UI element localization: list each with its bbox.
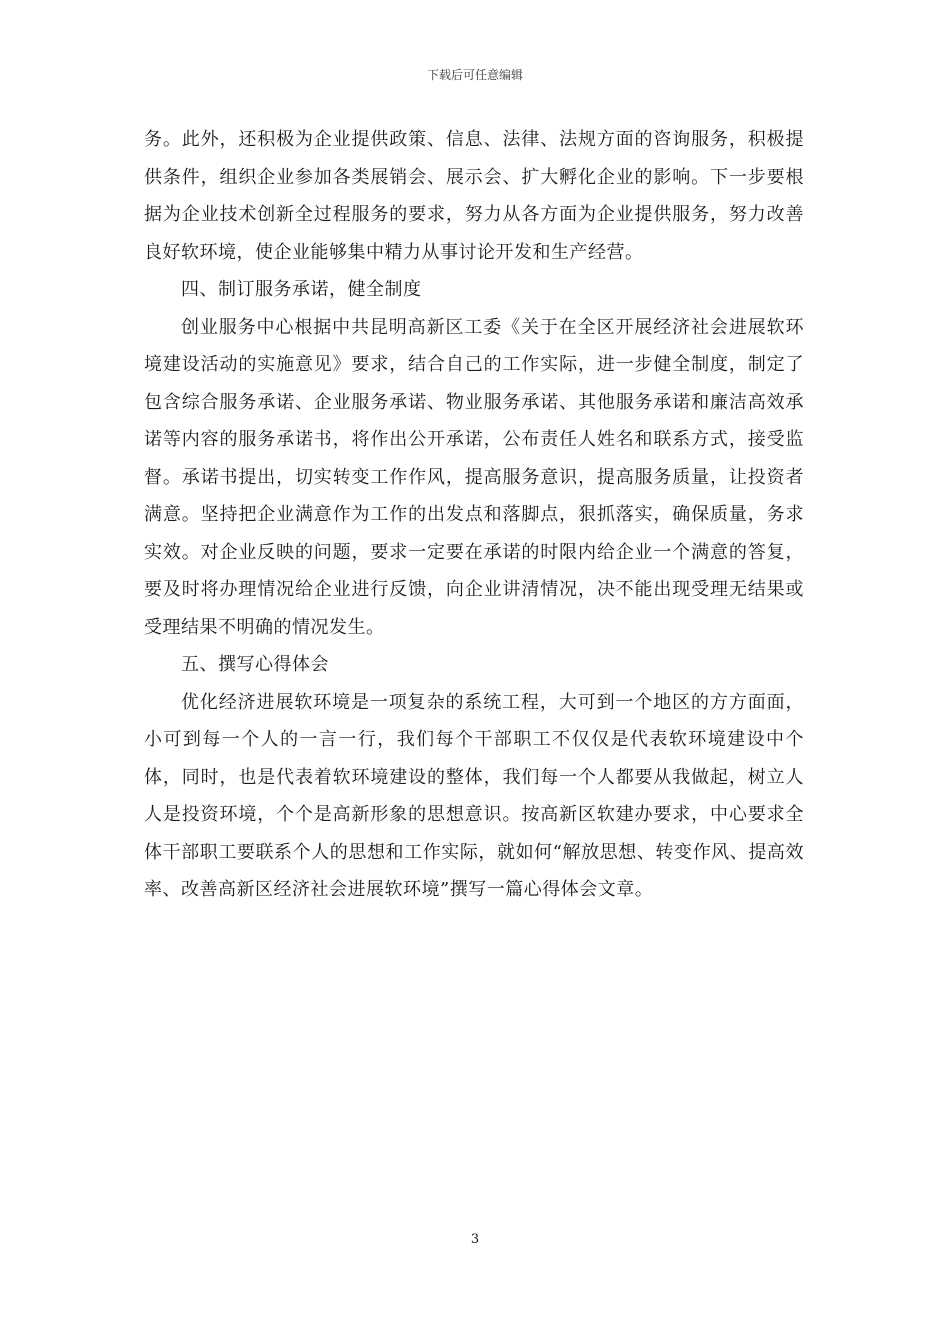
paragraph-service-commitment: 创业服务中心根据中共昆明高新区工委《关于在全区开展经济社会进展软环境建设活动的实施意见》要求，结合自己的工作实际，进一步健全制度，制定了包含综合服务承诺、企业服务承诺、物业服务承诺、其他服务承诺和廉洁高效承诺等内容的服务承诺书，将作出公开承诺，公布责任人姓名和联系方式，接受监督。承诺书提出，切实转变工作作风，提高服务意识，提高服务质量，让投资者满意。坚持把企业满意作为工作的出发点和落脚点，狠抓落实，确保质量，务求实效。对企业反映的问题，要求一定要在承诺的时限内给企业一个满意的答复，要及时将办理情况给企业进行反馈，向企业讲清情况，决不能出现受理无结果或受理结果不明确的情况发生。 [144, 316, 804, 638]
document-body [144, 121, 804, 909]
paragraph-continuation: 务。此外，还积极为企业提供政策、信息、法律、法规方面的咨询服务，积极提供条件，组织企业参加各类展销会、展示会、扩大孵化企业的影响。下一步要根据为企业技术创新全过程服务的要求，努力从各方面为企业提供服务，努力改善良好软环境，使企业能够集中精力从事讨论开发和生产经营。 [144, 129, 804, 263]
paragraph-reflection: 优化经济进展软环境是一项复杂的系统工程，大可到一个地区的方方面面，小可到每一个人的一言一行，我们每个干部职工不仅仅是代表软环境建设中个体，同时，也是代表着软环境建设的整体，我们每一个人都要从我做起，树立人人是投资环境，个个是高新形象的思想意识。按高新区软建办要求，中心要求全体干部职工要联系个人的思想和工作实际，就如何“解放思想、转变作风、提高效率、改善高新区经济社会进展软环境”撰写一篇心得体会文章。 [144, 691, 804, 900]
page-header-note: 下载后可任意编辑 [426, 68, 523, 82]
page-number: 3 [470, 1232, 480, 1247]
section-heading-5: 五、撰写心得体会 [181, 654, 329, 675]
section-heading-4: 四、制订服务承诺，健全制度 [181, 279, 422, 300]
